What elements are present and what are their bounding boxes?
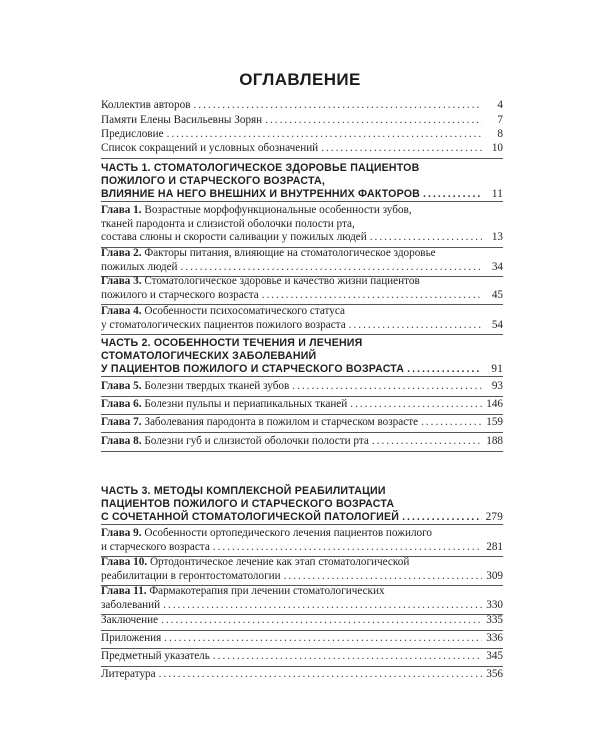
divider <box>101 451 503 452</box>
page-number: 11 <box>491 188 503 200</box>
entry-last-line <box>101 380 503 394</box>
chapter-item <box>101 585 503 612</box>
dot-leader <box>181 261 482 275</box>
chapter-label: Глава 6. <box>101 398 142 410</box>
dot-leader <box>349 319 482 333</box>
chapter-entry <box>101 585 503 612</box>
entry-last-line <box>101 599 503 613</box>
entry-text: и старческого возраста <box>101 540 210 553</box>
entry-line <box>101 350 503 363</box>
dot-leader <box>159 668 482 682</box>
entry-last-line <box>101 114 503 128</box>
front-matter-item <box>101 114 503 128</box>
entry-last-line <box>101 363 503 376</box>
chapter-label: Глава 7. <box>101 416 142 428</box>
part-entry <box>101 337 503 376</box>
entry-text: Стоматологическое здоровье и качество жизни пациентов <box>144 275 420 287</box>
entry-line <box>101 204 503 218</box>
entry-line <box>101 556 503 570</box>
dot-leader <box>213 650 482 664</box>
entry-text: тканей пародонта и слизистой оболочки полости рта, <box>101 217 355 230</box>
page-number: 345 <box>486 650 503 662</box>
chapter-label: Глава 2. <box>101 247 142 259</box>
divider <box>101 666 503 667</box>
entry-last-line <box>101 188 503 201</box>
entry-last-line <box>101 541 503 555</box>
entry-text: Возрастные морфофункциональные особенности зубов, <box>144 204 412 216</box>
part-heading <box>101 162 503 201</box>
dot-leader <box>402 511 482 524</box>
entry-line <box>101 162 503 175</box>
entry-text: Ортодонтическое лечение как этап стоматологической <box>149 556 410 568</box>
entry-line <box>101 498 503 511</box>
entry-text: ПАЦИЕНТОВ ПОЖИЛОГО И СТАРЧЕСКОГО ВОЗРАСТА <box>101 498 395 510</box>
divider <box>101 158 503 159</box>
chapter-label: Глава 10. <box>101 556 148 568</box>
divider <box>101 524 503 525</box>
chapter-label: Глава 4. <box>101 305 142 317</box>
chapter-entry <box>101 398 503 412</box>
divider <box>101 630 503 631</box>
page-title: ОГЛАВЛЕНИЕ <box>239 70 361 89</box>
entry-line <box>101 275 503 289</box>
chapter-item <box>101 435 503 449</box>
dot-leader <box>194 99 483 113</box>
entry-text: Литература <box>101 668 156 680</box>
page-number: 54 <box>491 318 503 331</box>
page-number: 309 <box>486 569 503 582</box>
entry-text: Глава 7. Заболевания пародонта в пожилом и старческом возрасте <box>101 416 419 428</box>
dot-leader <box>163 599 482 613</box>
page-number: 330 <box>486 598 503 611</box>
back-matter-item <box>101 614 503 628</box>
front-matter-entry <box>101 142 503 156</box>
chapter-item <box>101 305 503 332</box>
page-number: 281 <box>486 540 503 553</box>
entry-last-line <box>101 289 503 303</box>
entry-text: ЧАСТЬ 1. СТОМАТОЛОГИЧЕСКОЕ ЗДОРОВЬЕ ПАЦИЕНТОВ <box>101 162 420 174</box>
back-matter-item <box>101 650 503 664</box>
entry-text: Заключение <box>101 614 159 626</box>
entry-last-line <box>101 128 503 142</box>
page-number: 356 <box>486 668 503 680</box>
divider <box>101 648 503 649</box>
page-number: 146 <box>486 398 503 410</box>
entry-text: ЧАСТЬ 2. ОСОБЕННОСТИ ТЕЧЕНИЯ И ЛЕЧЕНИЯ <box>101 337 363 349</box>
dot-leader <box>167 128 482 142</box>
entry-text: Особенности психосоматического статуса <box>144 305 345 317</box>
page-number: 34 <box>491 260 503 273</box>
entry-last-line <box>101 99 503 113</box>
entry-last-line <box>101 231 503 245</box>
chapter-item <box>101 556 503 583</box>
entry-text: С СОЧЕТАННОЙ СТОМАТОЛОГИЧЕСКОЙ ПАТОЛОГИЕЙ <box>101 511 400 523</box>
dot-leader <box>262 289 482 303</box>
entry-line <box>101 527 503 541</box>
entry-line <box>101 585 503 599</box>
dot-leader <box>372 435 482 449</box>
dot-leader <box>213 541 482 555</box>
page-number: 13 <box>491 231 503 243</box>
entry-last-line <box>101 668 503 682</box>
chapter-label: Глава 3. <box>101 275 142 287</box>
chapter-label: Глава 11. <box>101 585 147 597</box>
entry-last-line <box>101 416 503 430</box>
dot-leader <box>265 114 482 128</box>
dot-leader <box>161 614 482 628</box>
chapter-entry <box>101 556 503 583</box>
page-number: 45 <box>491 288 503 301</box>
front-matter-entry <box>101 99 503 113</box>
divider <box>101 432 503 433</box>
entry-line <box>101 337 503 350</box>
chapter-entry <box>101 247 503 274</box>
entry-line <box>101 218 503 232</box>
entry-line <box>101 175 503 188</box>
back-matter-entry <box>101 632 503 646</box>
dot-leader <box>421 416 482 430</box>
back-matter-item <box>101 632 503 646</box>
divider <box>101 396 503 397</box>
entry-last-line <box>101 142 503 156</box>
chapter-entry <box>101 204 503 245</box>
front-matter-item <box>101 142 503 156</box>
entry-text: пожилого и старческого возраста <box>101 288 259 301</box>
front-matter-item <box>101 128 503 142</box>
page-number: 7 <box>497 114 503 126</box>
divider <box>101 334 503 335</box>
chapter-item <box>101 204 503 245</box>
back-matter-entry <box>101 650 503 664</box>
page-number: 188 <box>486 435 503 447</box>
entry-last-line <box>101 570 503 584</box>
entry-last-line <box>101 319 503 333</box>
entry-text: Предисловие <box>101 128 164 140</box>
entry-text: Факторы питания, влияющие на стоматологическое здоровье <box>144 247 436 259</box>
entry-text: Памяти Елены Васильевны Зорян <box>101 114 263 126</box>
entry-text: заболеваний <box>101 598 161 611</box>
dot-leader <box>321 142 482 156</box>
chapter-entry <box>101 275 503 302</box>
front-matter-entry <box>101 114 503 128</box>
part-entry <box>101 485 503 524</box>
chapter-entry <box>101 305 503 332</box>
front-matter-item <box>101 99 503 113</box>
dot-leader <box>423 188 482 201</box>
back-matter-entry <box>101 614 503 628</box>
entry-last-line <box>101 511 503 524</box>
entry-text: пожилых людей <box>101 260 178 273</box>
entry-text: реабилитации в геронтостоматологии <box>101 569 281 582</box>
chapter-item <box>101 527 503 554</box>
entry-text: ПОЖИЛОГО И СТАРЧЕСКОГО ВОЗРАСТА, <box>101 175 325 187</box>
entry-text: Предметный указатель <box>101 650 210 662</box>
chapter-label: Глава 1. <box>101 204 142 216</box>
chapter-item <box>101 247 503 274</box>
dot-leader <box>284 570 482 584</box>
entry-last-line <box>101 398 503 412</box>
entry-text: ВЛИЯНИЕ НА НЕГО ВНЕШНИХ И ВНУТРЕННИХ ФАКТОРОВ <box>101 188 421 200</box>
page-number: 10 <box>491 142 503 154</box>
dot-leader <box>407 363 482 376</box>
entry-text: состава слюны и скорости саливации у пожилых людей <box>101 231 367 243</box>
entry-text: Глава 8. Болезни губ и слизистой оболочки полости рта <box>101 435 369 447</box>
front-matter-entry <box>101 128 503 142</box>
entry-line <box>101 247 503 261</box>
page-number: 159 <box>486 416 503 428</box>
chapter-item <box>101 398 503 412</box>
chapter-entry <box>101 416 503 430</box>
entry-text: У ПАЦИЕНТОВ ПОЖИЛОГО И СТАРЧЕСКОГО ВОЗРАСТА <box>101 363 405 375</box>
page-number: 336 <box>486 632 503 644</box>
entry-text: у стоматологических пациентов пожилого возраста <box>101 318 346 331</box>
entry-text: Глава 5. Болезни твердых тканей зубов <box>101 380 290 392</box>
entry-line <box>101 485 503 498</box>
entry-last-line <box>101 261 503 275</box>
chapter-item <box>101 275 503 302</box>
entry-last-line <box>101 632 503 646</box>
dot-leader <box>350 398 482 412</box>
chapter-entry <box>101 435 503 449</box>
chapter-entry <box>101 380 503 394</box>
entry-text: ЧАСТЬ 3. МЕТОДЫ КОМПЛЕКСНОЙ РЕАБИЛИТАЦИИ <box>101 485 386 497</box>
chapter-item <box>101 416 503 430</box>
entry-text: Фармакотерапия при лечении стоматологических <box>149 585 385 597</box>
entry-text: Список сокращений и условных обозначений <box>101 142 319 154</box>
part-entry <box>101 162 503 201</box>
chapter-label: Глава 5. <box>101 380 142 392</box>
back-matter-entry <box>101 668 503 682</box>
entry-text: Глава 6. Болезни пульпы и периапикальных тканей <box>101 398 348 410</box>
chapter-item <box>101 380 503 394</box>
chapter-entry <box>101 527 503 554</box>
dot-leader <box>292 380 482 394</box>
part-heading <box>101 337 503 376</box>
page-number: 279 <box>485 511 503 523</box>
chapter-label: Глава 8. <box>101 435 142 447</box>
part-heading <box>101 485 503 524</box>
page-number: 335 <box>486 614 503 626</box>
entry-last-line <box>101 650 503 664</box>
entry-line <box>101 305 503 319</box>
divider <box>101 414 503 415</box>
page-number: 4 <box>497 99 503 111</box>
entry-last-line <box>101 435 503 449</box>
entry-text: Особенности ортопедического лечения пациентов пожилого <box>144 527 433 539</box>
back-matter-item <box>101 668 503 682</box>
divider <box>101 201 503 202</box>
dot-leader <box>164 632 482 646</box>
page-number: 93 <box>491 380 503 392</box>
dot-leader <box>370 231 482 245</box>
divider <box>101 376 503 377</box>
entry-last-line <box>101 614 503 628</box>
entry-text: СТОМАТОЛОГИЧЕСКИХ ЗАБОЛЕВАНИЙ <box>101 350 317 362</box>
entry-text: Коллектив авторов <box>101 99 191 111</box>
page-number: 91 <box>491 363 503 375</box>
page-number: 8 <box>497 128 503 140</box>
entry-text: Приложения <box>101 632 162 644</box>
chapter-label: Глава 9. <box>101 527 142 539</box>
